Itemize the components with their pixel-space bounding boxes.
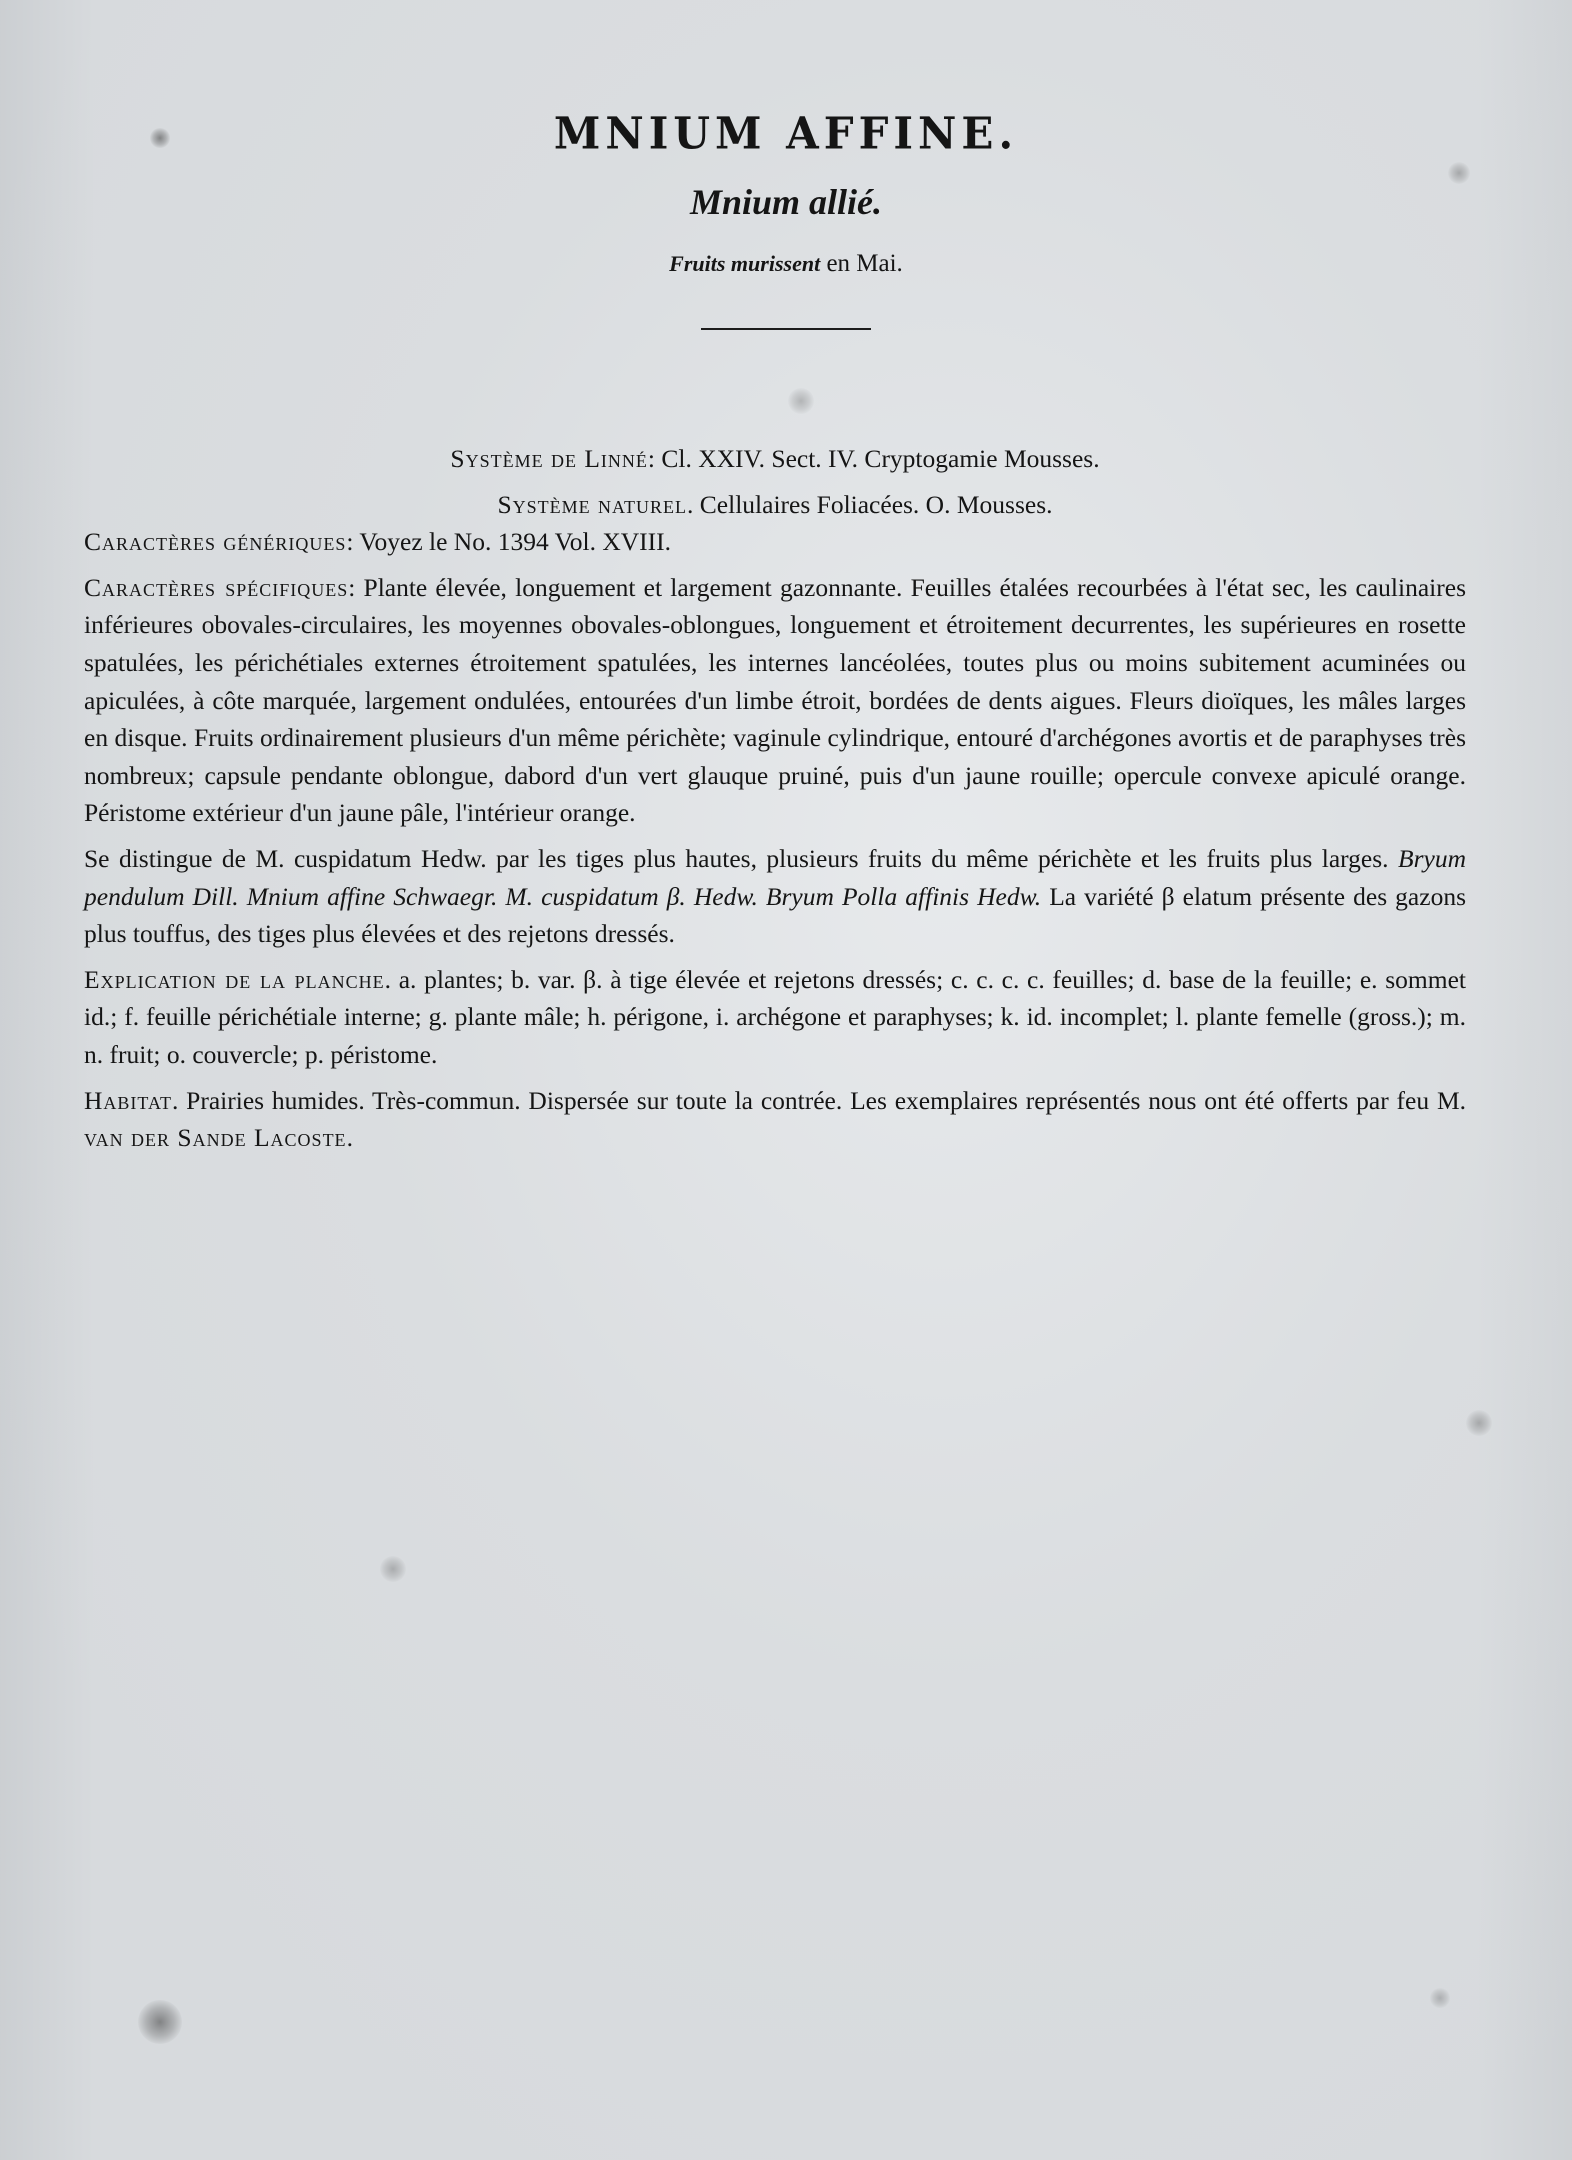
specifiques-text: : Plante élevée, longuement et largement gazonnante. Feuilles étalées recourbées à l'état sec, les caulinaires inférieures obovales-circulaires, les moyennes obovales-oblongues, longuement et étroitement decurrentes, les supérieures en rosette spatulées, les périchétiales externes étroitement spatulées, les internes lancéolées, toutes plus ou moins subitement acuminées ou apiculées, à côte marquée, largement ondulées, entourées d'un limbe étroit, bordées de dents aigues. Fleurs dioïques, les mâles larges en disque. Fruits ordinairement plusieurs d'un même périchète; vaginule cylindrique, entouré d'archégones avortis et de paraphyses très nombreux; capsule pendante oblongue, dabord d'un vert glauque pruiné, puis d'un jaune rouille; opercule convexe apiculé orange. Péristome extérieur d'un jaune pâle, l'intérieur orange. <box>84 572 1466 828</box>
species-title: MNIUM AFFINE. <box>553 107 1019 160</box>
species-subtitle: Mnium allié. <box>689 182 883 222</box>
specific-characters <box>84 569 1466 832</box>
habitat-end: . <box>346 1123 353 1153</box>
explication-text: . a. plantes; b. var. β. à tige élevée et rejetons dressés; c. c. c. c. feuilles; d. base de la feuille; e. sommet id.; f. feuille périchétiale interne; g. plante mâle; h. périgone, i. archégone et paraphyses; k. id. incomplet; l. plante femelle (gross.); m. n. fruit; o. couvercle; p. péristome. <box>84 964 1466 1069</box>
habitat-paragraph <box>84 1082 1466 1157</box>
distingue-text: Se distingue de M. cuspidatum Hedw. par les tiges plus hautes, plusieurs fruits du même périchète et les fruits plus larges. <box>84 843 1389 873</box>
fruiting-note-italic: Fruits murissent <box>669 251 821 276</box>
linne-text: : Cl. XXIV. Sect. IV. Cryptogamie Mousses. <box>647 444 1100 473</box>
paper-speck <box>788 388 814 414</box>
title-rule <box>701 328 871 330</box>
specifiques-label: Caractères spécifiques <box>84 572 349 602</box>
naturel-text: . Cellulaires Foliacées. O. Mousses. <box>687 489 1053 519</box>
explication-label: Explication de la planche <box>84 964 385 994</box>
linne-system <box>84 440 1466 478</box>
page-header <box>0 108 1572 330</box>
habitat-name: van der Sande Lacoste <box>84 1123 347 1153</box>
linne-label: Système de Linné <box>450 444 648 473</box>
paper-speck <box>1430 1988 1450 2008</box>
plate-explanation <box>84 961 1466 1074</box>
distinction-paragraph <box>84 840 1466 953</box>
generiques-text: : Voyez le No. 1394 Vol. XVIII. <box>346 527 672 557</box>
fruiting-note-rest: en Mai. <box>820 250 903 277</box>
variete-text: La variété β elatum présente des gazons plus touffus, des tiges plus élevées et des rejetons dressés. <box>84 881 1466 949</box>
description-body <box>84 440 1466 1157</box>
naturel-label: Système naturel <box>497 489 688 519</box>
habitat-label: Habitat <box>84 1085 172 1115</box>
paper-speck <box>1466 1410 1492 1436</box>
generic-characters <box>84 523 1466 561</box>
habitat-text: . Prairies humides. Très-commun. Dispersée sur toute la contrée. Les exemplaires représentés nous ont été offerts par feu M. <box>171 1085 1466 1115</box>
paper-speck <box>138 2000 182 2044</box>
fruiting-note <box>0 248 1572 280</box>
natural-system <box>84 486 1466 524</box>
generiques-label: Caractères génériques <box>84 527 347 557</box>
synonyms: Bryum pendulum Dill. Mnium affine Schwaegr. M. cuspidatum β. Hedw. Bryum Polla affinis Hedw. <box>84 843 1466 911</box>
paper-speck <box>380 1556 406 1582</box>
